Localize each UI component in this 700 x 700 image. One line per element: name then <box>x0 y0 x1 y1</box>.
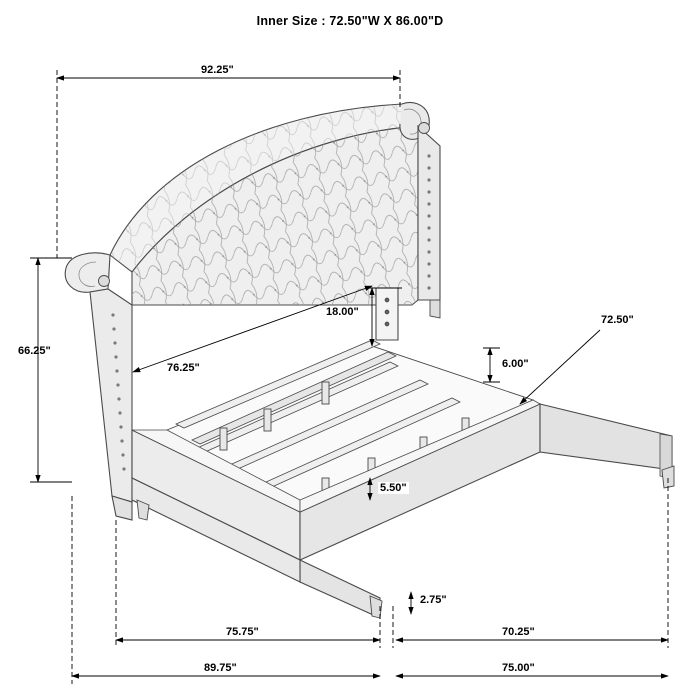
dim-bottom-left-inner: 75.75" <box>226 626 259 638</box>
dim-rail-height: 6.00" <box>502 358 529 370</box>
dim-overall-height-left: 66.25" <box>18 345 51 357</box>
dim-side-rail-callout: 72.50" <box>601 314 634 326</box>
dim-overall-width-top: 92.25" <box>201 64 234 76</box>
dim-headboard-inner-width: 76.25" <box>167 362 200 374</box>
dim-slat-height: 5.50" <box>380 482 407 494</box>
page-title: Inner Size : 72.50"W X 86.00"D <box>256 14 444 28</box>
dim-leg-clearance: 2.75" <box>420 594 447 606</box>
dim-bottom-right-outer: 75.00" <box>502 662 535 674</box>
dim-bottom-left-outer: 89.75" <box>204 662 237 674</box>
bed-body <box>65 102 674 618</box>
dim-headboard-to-rail: 18.00" <box>326 306 359 318</box>
dim-bottom-right-inner: 70.25" <box>502 626 535 638</box>
